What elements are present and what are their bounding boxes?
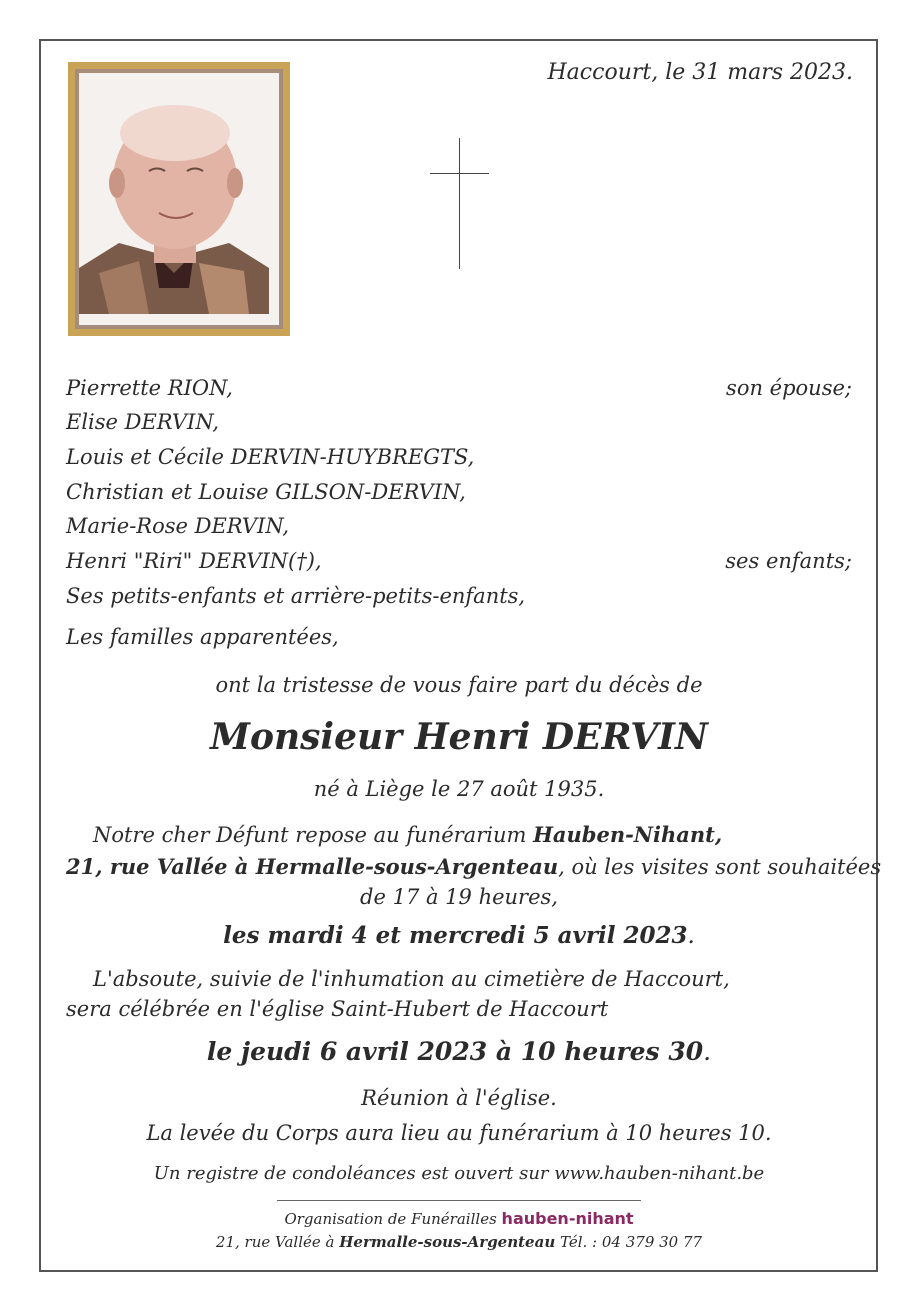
levee-line: La levée du Corps aura lieu au funérarium à 10 heures 10. [146,1121,772,1145]
footer-divider [277,1200,641,1201]
family-name-1: Pierrette RION, [66,376,233,400]
brand-logo: hauben-nihant [501,1209,634,1228]
footer-organisation: Organisation de Funérailles hauben-nihant [284,1209,634,1228]
cross-icon-horizontal [430,173,489,174]
family-name-6: Henri "Riri" DERVIN(†), [66,549,322,573]
family-name-5: Marie-Rose DERVIN, [66,514,290,538]
announcement-intro: ont la tristesse de vous faire part du décès de [215,673,703,697]
ceremony-line-1: L'absoute, suivie de l'inhumation au cimetière de Haccourt, [93,967,730,991]
family-name-4: Christian et Louise GILSON-DERVIN, [66,480,466,504]
family-role-children: ses enfants; [725,549,852,573]
ceremony-date: le jeudi 6 avril 2023 à 10 heures 30. [206,1037,712,1066]
visitation-hours: de 17 à 19 heures, [360,885,558,909]
visitation-line-1: Notre cher Défunt repose au funérarium Hauben-Nihant, [93,822,723,847]
family-name-3: Louis et Cécile DERVIN-HUYBREGTS, [66,445,475,469]
family-name-2: Elise DERVIN, [66,410,220,434]
family-name-7: Ses petits-enfants et arrière-petits-enfants, [66,584,526,608]
ceremony-line-2: sera célébrée en l'église Saint-Hubert de Haccourt [66,997,609,1021]
cross-icon-vertical [459,138,460,269]
footer-address: 21, rue Vallée à Hermalle-sous-Argenteau Tél. : 04 379 30 77 [215,1233,703,1251]
meeting-line: Réunion à l'église. [361,1086,557,1110]
visitation-days: les mardi 4 et mercredi 5 avril 2023. [223,922,695,949]
condolence-registry: Un registre de condoléances est ouvert sur www.hauben-nihant.be [153,1163,765,1184]
family-role-spouse: son épouse; [726,376,852,400]
visitation-line-2: 21, rue Vallée à Hermalle-sous-Argenteau, où les visites sont souhaitées [66,854,882,879]
family-name-8: Les familles apparentées, [66,625,339,649]
deceased-name: Monsieur Henri DERVIN [210,716,708,758]
portrait-photo [68,62,290,336]
birth-line: né à Liège le 27 août 1935. [313,777,605,801]
date-line: Haccourt, le 31 mars 2023. [547,60,853,85]
